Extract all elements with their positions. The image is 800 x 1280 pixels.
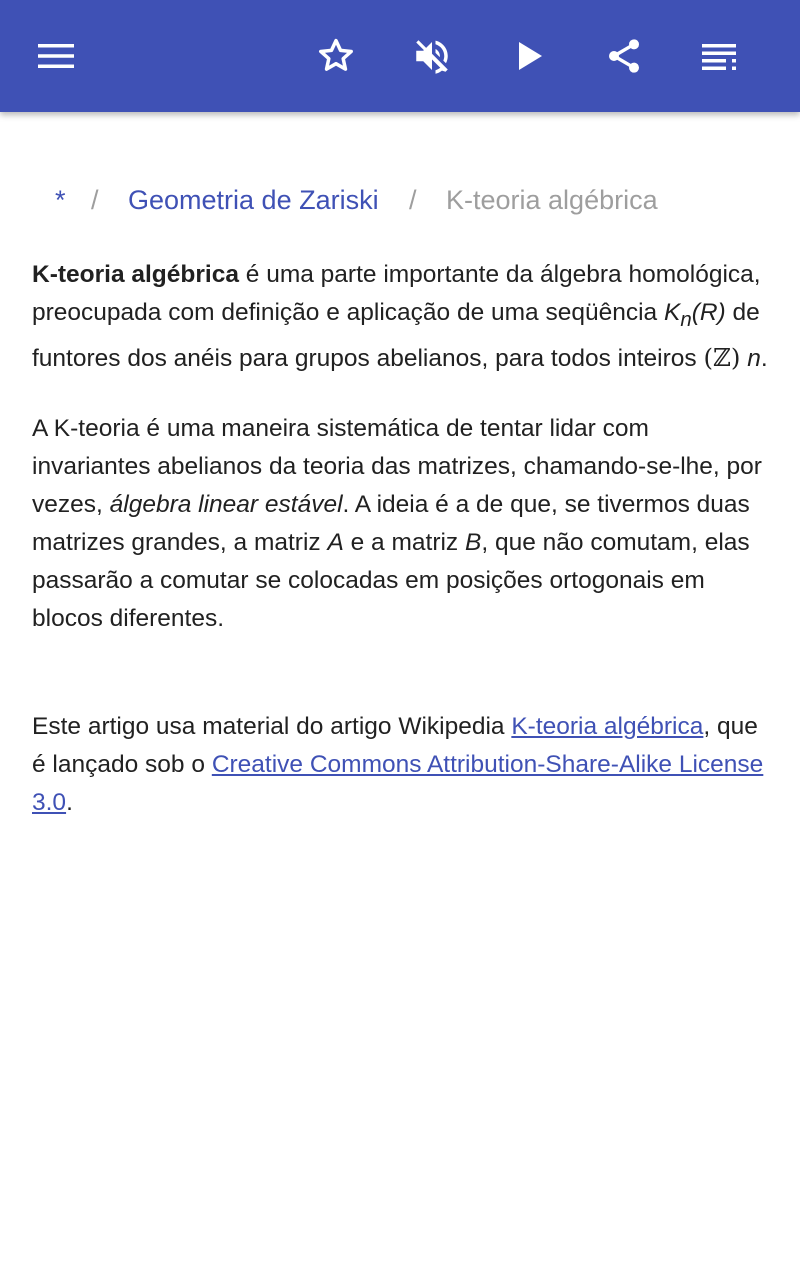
math-n: n xyxy=(747,344,761,372)
breadcrumb-current: K-teoria algébrica xyxy=(446,185,658,215)
volume-off-icon xyxy=(411,35,453,77)
bookmark-button[interactable] xyxy=(308,28,364,84)
paragraph-text: . xyxy=(66,788,73,816)
paragraph-text: é uma parte importante da álgebra homológica, preocupada com definição e aplicação de uma seqüência xyxy=(32,261,761,326)
breadcrumb xyxy=(0,180,800,220)
paragraph-text: , que não comutam, elas passarão a comutar se colocadas em posições ortogonais em blocos diferentes. xyxy=(32,528,750,632)
mute-button[interactable] xyxy=(404,28,460,84)
breadcrumb-root-link[interactable]: * xyxy=(55,185,66,215)
article-paragraph-intro xyxy=(32,256,772,378)
article-term: K-teoria algébrica xyxy=(32,261,239,288)
playlist-icon xyxy=(700,42,740,70)
paragraph-text: e a matriz xyxy=(343,528,465,556)
math-K: K xyxy=(663,299,681,326)
license-link[interactable]: Creative Commons Attribution-Share-Alike License 3.0 xyxy=(32,750,764,816)
article-paragraph-second xyxy=(32,410,772,638)
math-B: B xyxy=(465,528,482,556)
paragraph-text: . xyxy=(760,344,768,372)
math-integers: (ℤ) xyxy=(703,342,741,372)
contents-button[interactable] xyxy=(692,28,748,84)
paragraph-text: . A ideia é a de que, se tivermos duas matrizes grandes, a matriz xyxy=(32,490,750,556)
play-button[interactable] xyxy=(502,28,558,84)
math-R: (R) xyxy=(691,299,726,326)
star-outline-icon xyxy=(315,35,357,77)
paragraph-text: Este artigo usa material do artigo Wikipedia xyxy=(32,712,512,740)
breadcrumb-separator: / xyxy=(91,185,99,215)
play-icon xyxy=(515,40,545,72)
math-subscript-n: n xyxy=(680,308,692,331)
italic-term: álgebra linear estável xyxy=(109,490,343,518)
license-notice xyxy=(32,708,772,822)
breadcrumb-parent-link[interactable]: Geometria de Zariski xyxy=(128,185,379,215)
paragraph-text: A K-teoria é uma maneira sistemática de tentar lidar com invariantes abelianos da teoria das matrizes, chamando-se-lhe, por vezes, xyxy=(32,414,762,518)
share-icon xyxy=(604,35,644,77)
paragraph-text: , que é lançado sob o xyxy=(32,712,758,778)
paragraph-text: de funtores dos anéis para grupos abelianos, para todos inteiros xyxy=(32,299,760,372)
math-A: A xyxy=(327,528,344,556)
article-body xyxy=(32,256,772,854)
app-bar xyxy=(0,0,800,112)
share-button[interactable] xyxy=(596,28,652,84)
wikipedia-article-link[interactable]: K-teoria algébrica xyxy=(511,712,704,740)
hamburger-menu-icon xyxy=(36,42,76,70)
breadcrumb-separator: / xyxy=(409,185,417,215)
menu-button[interactable] xyxy=(28,28,84,84)
